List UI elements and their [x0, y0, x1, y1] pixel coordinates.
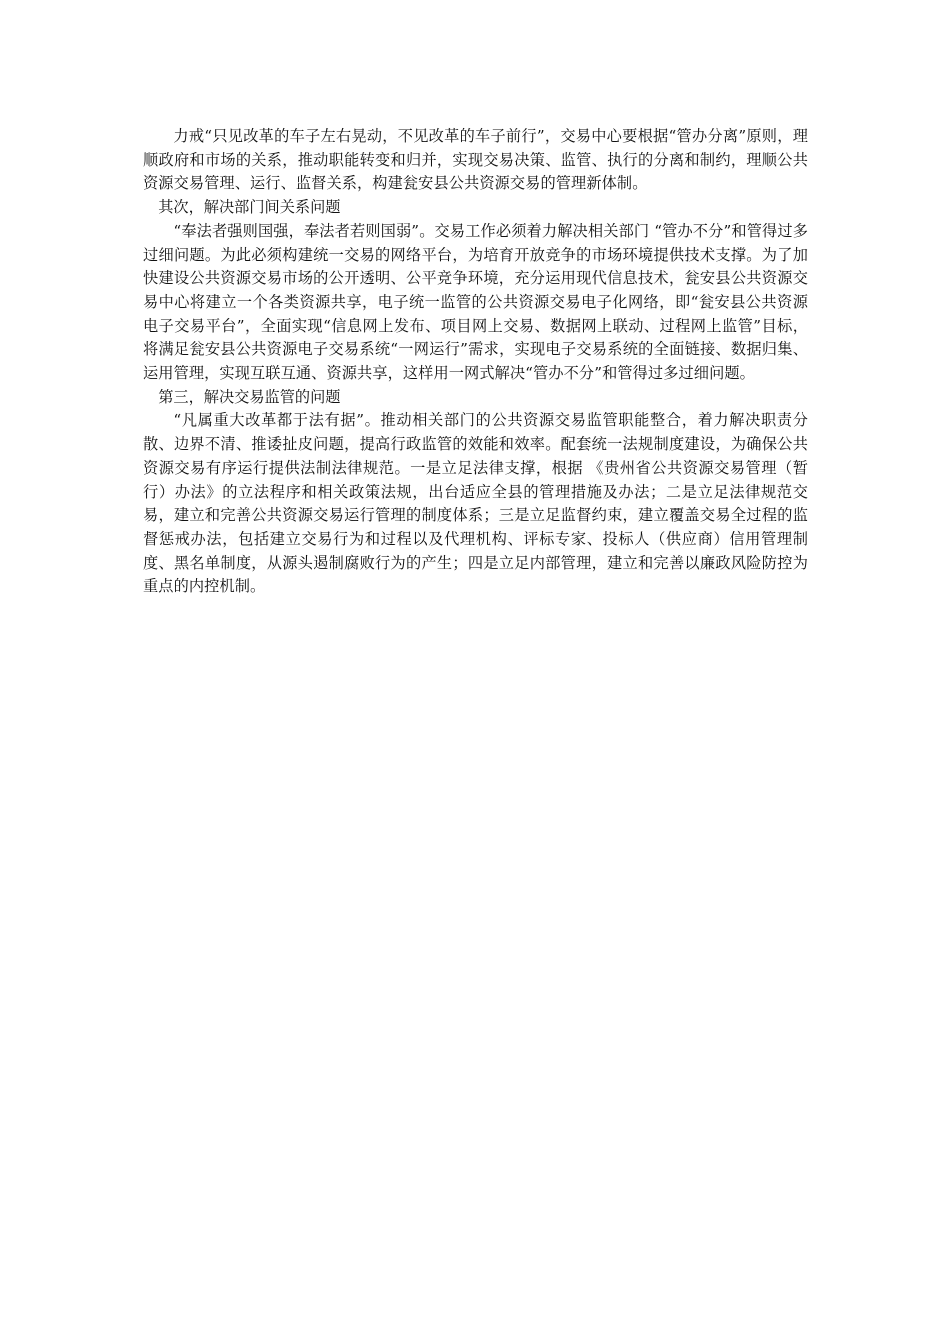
paragraph-legal-framework: “凡属重大改革都于法有据”。推动相关部门的公共资源交易监管职能整合，着力解决职责分散、边界不清、推诿扯皮问题，提高行政监管的效能和效率。配套统一法规制度建设，为确保公共资源交易有序运行提供法制法律规范。一是立足法律支撑，根据 《贵州省公共资源交易管理（暂行）办法》的立法程序和相关政策法规，出台适应全县的管理措施及办法；二是立足法律规范交易，建立和完善公共资源交易运行管理的制度体系；三是立足监督约束，建立覆盖交易全过程的监督惩戒办法，包括建立交易行为和过程以及代理机构、评标专家、投标人（供应商）信用管理制度、黑名单制度，从源头遏制腐败行为的产生；四是立足内部管理，建立和完善以廉政风险防控为重点的内控机制。 [143, 411, 808, 596]
paragraph-reform-principle: 力戒“只见改革的车子左右晃动，不见改革的车子前行”，交易中心要根据“管办分离”原则，理顺政府和市场的关系，推动职能转变和归并，实现交易决策、监管、执行的分离和制约，理顺公共资源交易管理、运行、监督关系，构建瓮安县公共资源交易的管理新体制。 [143, 127, 808, 193]
paragraph-network-platform: “奉法者强则国强，奉法者若则国弱”。交易工作必须着力解决相关部门 “管办不分”和管得过多过细问题。为此必须构建统一交易的网络平台，为培育开放竞争的市场环境提供技术支撑。为了加快建设公共资源交易市场的公开透明、公平竞争环境，充分运用现代信息技术，瓮安县公共资源交易中心将建立一个各类资源共享，电子统一监管的公共资源交易电子化网络，即“瓮安县公共资源电子交易平台”，全面实现“信息网上发布、项目网上交易、数据网上联动、过程网上监管”目标，将满足瓮安县公共资源电子交易系统“一网运行”需求，实现电子交易系统的全面链接、数据归集、运用管理，实现互联互通、资源共享，这样用一网式解决“管办不分”和管得过多过细问题。 [143, 221, 808, 383]
heading-trade-supervision: 第三，解决交易监管的问题 [158, 387, 341, 406]
heading-department-relations: 其次，解决部门间关系问题 [158, 198, 341, 217]
document-body [143, 125, 808, 599]
